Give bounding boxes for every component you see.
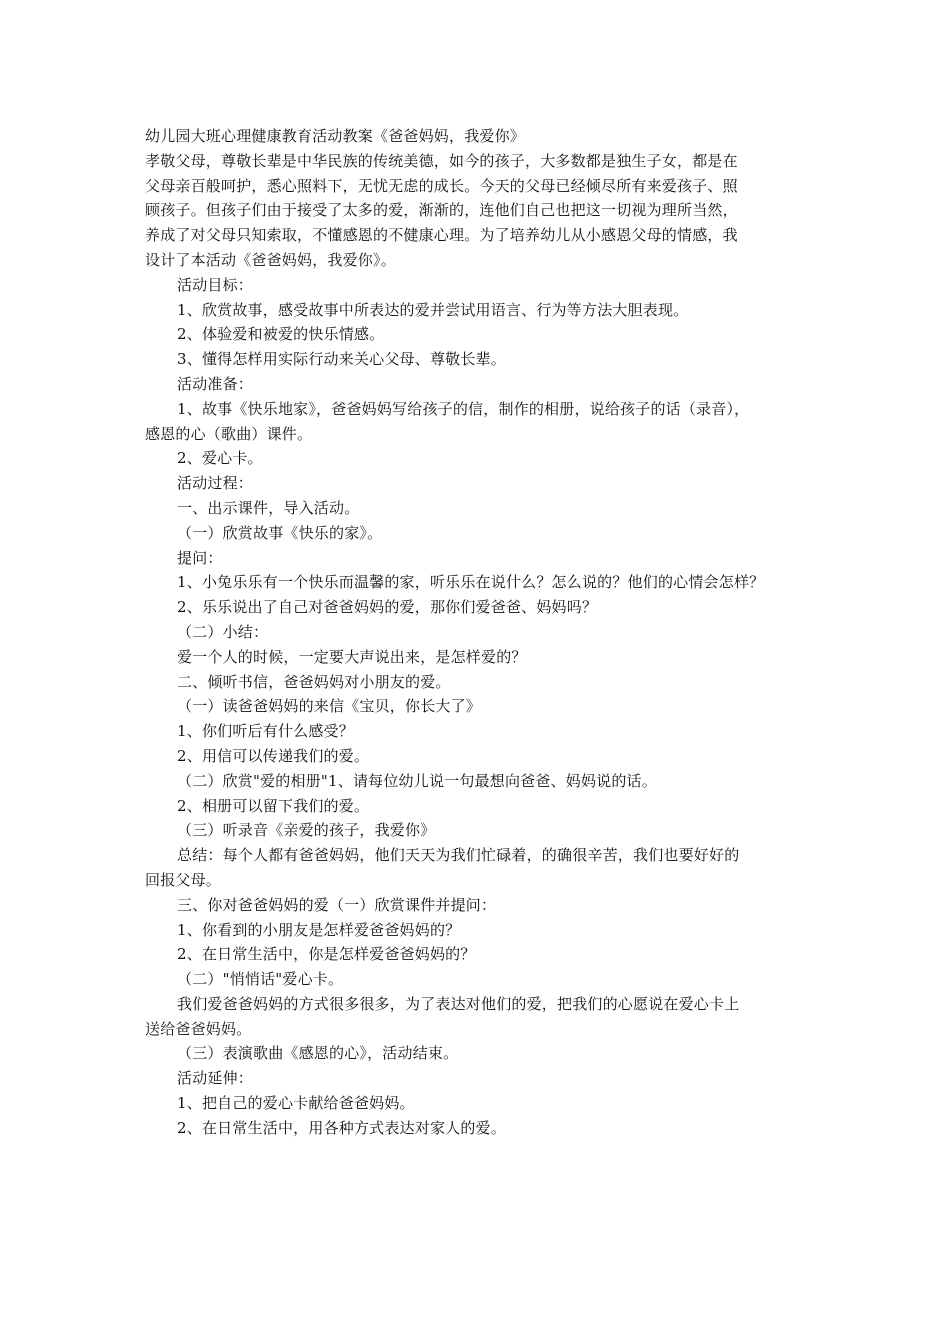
intro-line: 顾孩子。但孩子们由于接受了太多的爱，渐渐的，连他们自己也把这一切视为理所当然， [145,201,738,220]
process-line: 1、你们听后有什么感受？ [177,722,354,741]
goal-item: 1、欣赏故事，感受故事中所表达的爱并尝试用语言、行为等方法大胆表现。 [177,300,689,319]
intro-line: 孝敬父母，尊敬长辈是中华民族的传统美德，如今的孩子，大多数都是独生子女，都是在 [145,151,738,170]
extension-item: 2、在日常生活中，用各种方式表达对家人的爱。 [177,1118,506,1137]
process-line: 一、出示课件，导入活动。 [177,498,360,517]
card-line: 我们爱爸爸妈妈的方式很多很多，为了表达对他们的爱，把我们的心愿说在爱心卡上 [177,994,740,1013]
process-line: （三）听录音《亲爱的孩子，我爱你》 [177,821,436,840]
process-line: 2、在日常生活中，你是怎样爱爸爸妈妈的？ [177,945,476,964]
process-line: 1、小兔乐乐有一个快乐而温馨的家，听乐乐在说什么？怎么说的？他们的心情会怎样？ [177,573,765,592]
prep-item: 2、爱心卡。 [177,449,263,468]
summary-line: 爱一个人的时候，一定要大声说出来，是怎样爱的？ [177,647,527,666]
prep-heading: 活动准备： [177,374,254,393]
process-line: （二）欣赏"爱的相册"1、请每位幼儿说一句最想向爸爸、妈妈说的话。 [177,771,657,790]
conclusion-line: 总结：每个人都有爸爸妈妈，他们天天为我们忙碌着，的确很辛苦，我们也要好好的 [177,846,740,865]
extension-item: 1、把自己的爱心卡献给爸爸妈妈。 [177,1094,415,1113]
process-heading: 活动过程： [177,474,254,493]
process-line: （一）读爸爸妈妈的来信《宝贝，你长大了》 [177,697,482,716]
process-line: （二）小结： [177,622,269,641]
document-title: 幼儿园大班心理健康教育活动教案《爸爸妈妈，我爱你》 [145,127,526,145]
prep-item-line: 感恩的心（歌曲）课件。 [145,424,313,443]
process-line: 2、用信可以传递我们的爱。 [177,746,370,765]
process-line: 1、你看到的小朋友是怎样爱爸爸妈妈的？ [177,920,461,939]
process-line: 2、相册可以留下我们的爱。 [177,796,370,815]
card-line: 送给爸爸妈妈。 [145,1019,252,1038]
process-line: （二）"悄悄话"爱心卡。 [177,970,344,989]
conclusion-line: 回报父母。 [145,870,222,889]
closing-line: （三）表演歌曲《感恩的心》，活动结束。 [177,1044,459,1063]
process-line: 2、乐乐说出了自己对爸爸妈妈的爱，那你们爱爸爸、妈妈吗？ [177,598,598,617]
goal-item: 2、体验爱和被爱的快乐情感。 [177,325,385,344]
intro-line: 设计了本活动《爸爸妈妈，我爱你》。 [145,250,396,269]
process-line: （一）欣赏故事《快乐的家》。 [177,523,383,542]
process-line: 提问： [177,548,223,567]
process-line: 二、倾听书信，爸爸妈妈对小朋友的爱。 [177,672,451,691]
extension-heading: 活动延伸： [177,1069,254,1088]
intro-line: 父母亲百般呵护，悉心照料下，无忧无虑的成长。今天的父母已经倾尽所有来爱孩子、照 [145,176,738,195]
prep-item-line: 1、故事《快乐地家》，爸爸妈妈写给孩子的信，制作的相册，说给孩子的话（录音）， [177,399,750,418]
goal-item: 3、懂得怎样用实际行动来关心父母、尊敬长辈。 [177,350,506,369]
document-body [145,124,815,1141]
goals-heading: 活动目标： [177,275,254,294]
process-line: 三、你对爸爸妈妈的爱（一）欣赏课件并提问： [177,895,497,914]
intro-line: 养成了对父母只知索取，不懂感恩的不健康心理。为了培养幼儿从小感恩父母的情感，我 [145,226,738,245]
